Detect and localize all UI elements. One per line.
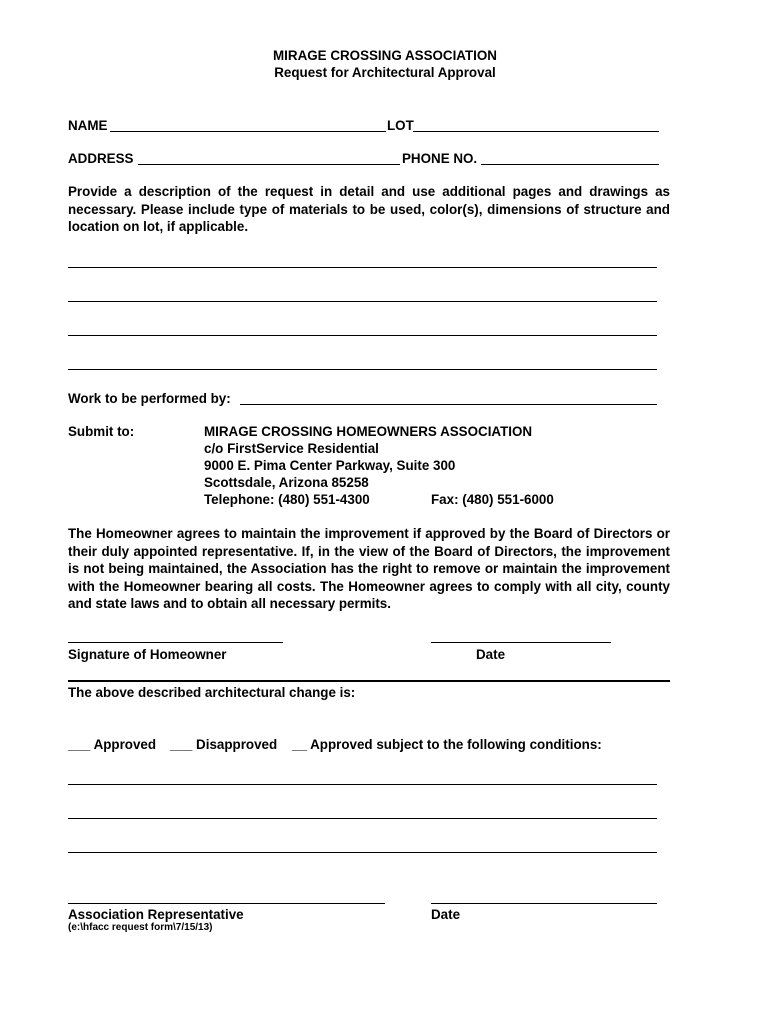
phone-field[interactable] xyxy=(481,164,659,165)
homeowner-signature-label: Signature of Homeowner xyxy=(68,647,227,662)
submit-city: Scottsdale, Arizona 85258 xyxy=(204,475,369,490)
submit-street: 9000 E. Pima Center Parkway, Suite 300 xyxy=(204,458,456,473)
approval-heading: The above described architectural change is: xyxy=(68,685,356,700)
form-subtitle: Request for Architectural Approval xyxy=(274,65,496,80)
association-signature-line[interactable] xyxy=(68,903,385,904)
association-date-label: Date xyxy=(431,907,461,922)
conditions-line-2[interactable] xyxy=(68,818,657,819)
lot-label: LOT xyxy=(387,118,414,133)
submit-telephone: Telephone: (480) 551-4300 xyxy=(204,492,370,507)
description-line-4[interactable] xyxy=(68,369,657,370)
lot-field[interactable] xyxy=(413,131,659,132)
conditional-approval-option[interactable]: __ Approved subject to the following conditions: xyxy=(292,737,602,752)
association-date-line[interactable] xyxy=(431,903,657,904)
conditions-line-1[interactable] xyxy=(68,784,657,785)
name-field[interactable] xyxy=(110,131,386,132)
submit-care-of: c/o FirstService Residential xyxy=(204,441,379,456)
form-title: MIRAGE CROSSING ASSOCIATION xyxy=(273,48,497,63)
homeowner-date-line[interactable] xyxy=(431,642,611,643)
description-line-2[interactable] xyxy=(68,301,657,302)
name-label: NAME xyxy=(68,118,108,133)
section-divider xyxy=(68,680,670,682)
association-rep-label: Association Representative xyxy=(68,907,244,922)
homeowner-signature-line[interactable] xyxy=(68,642,283,643)
submit-label: Submit to: xyxy=(68,424,135,439)
address-field[interactable] xyxy=(138,164,400,165)
work-label: Work to be performed by: xyxy=(68,391,231,406)
approved-option[interactable]: ___ Approved xyxy=(68,737,157,752)
file-reference: (e:\hfacc request form\7/15/13) xyxy=(68,922,213,933)
description-line-1[interactable] xyxy=(68,267,657,268)
phone-label: PHONE NO. xyxy=(402,151,478,166)
agreement-text: The Homeowner agrees to maintain the improvement if approved by the Board of Directors or their duly appointed representative. If, in the view of the Board of Directors, the improvement is not being maintained, the Association has the right to remove or maintain the improvement with the Homeowner bearing all costs. The Homeowner agrees to comply with all city, county and state laws and to obtain all necessary permits. xyxy=(68,526,670,611)
submit-org: MIRAGE CROSSING HOMEOWNERS ASSOCIATION xyxy=(204,424,533,439)
conditions-line-3[interactable] xyxy=(68,852,657,853)
work-field[interactable] xyxy=(240,404,657,405)
description-line-3[interactable] xyxy=(68,335,657,336)
homeowner-date-label: Date xyxy=(476,647,506,662)
submit-fax: Fax: (480) 551-6000 xyxy=(431,492,554,507)
address-label: ADDRESS xyxy=(68,151,134,166)
instructions-text: Provide a description of the request in detail and use additional pages and drawings as necessary. Please include type of materials to be used, color(s), dimensions of structure and location on lot, if applicable. xyxy=(68,184,670,234)
disapproved-option[interactable]: ___ Disapproved xyxy=(170,737,278,752)
